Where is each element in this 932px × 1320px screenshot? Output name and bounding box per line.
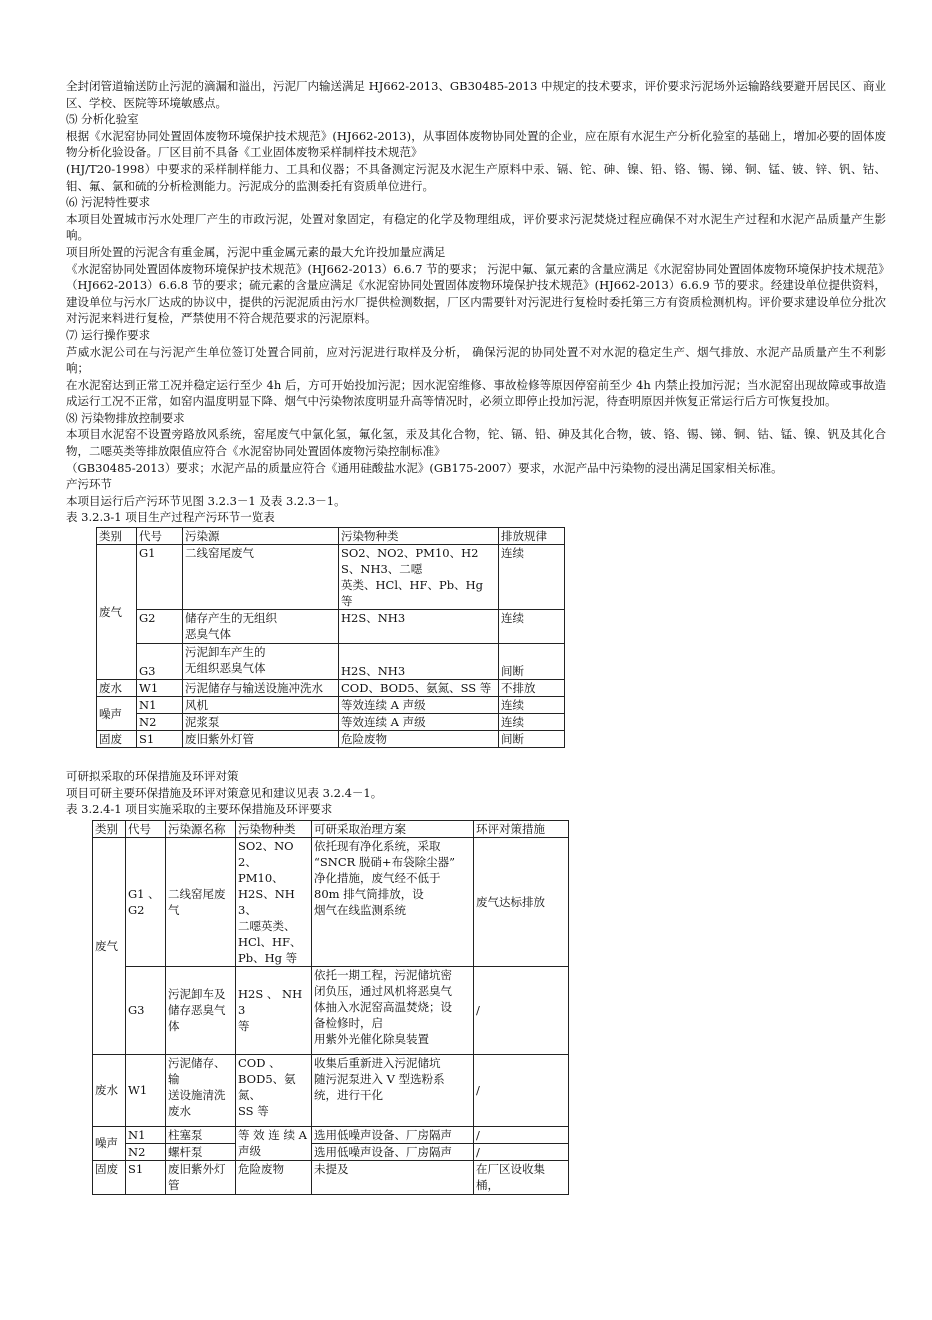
paragraph: (HJ/T20-1998）中要求的采样制样能力、工具和仪器；不具备测定污泥及水泥生产原料中汞、镉、铊、砷、镍、铅、铬、锡、锑、铜、锰、铍、锌、钒、钴、钼、氟、氯和硫的分析检测能力。污泥成分的监测委托有资质单位进行。: [66, 161, 886, 193]
rule-cell: 不排放: [499, 680, 565, 697]
section-heading: ⑺ 运行操作要求: [66, 327, 151, 342]
header-cell: 污染物种类: [339, 528, 499, 545]
code-cell: S1: [126, 1160, 166, 1194]
source-cell: 二线窑尾废 气: [166, 837, 236, 966]
paragraph: 本项目水泥窑不设置旁路放风系统，窑尾废气中氯化氢，氟化氢，汞及其化合物，铊、镉、铅、砷及其化合物，铍、铬、锡、锑、铜、钴、锰、镍、钒及其化合物，二噁英类等排放限值应符合《水泥窑协同处置固体废物污染控制标准》: [66, 427, 886, 459]
header-cell: 代号: [126, 820, 166, 837]
rule-cell: 连续: [499, 610, 565, 644]
table-row: [93, 1143, 569, 1160]
measure-cell: /: [474, 1054, 569, 1126]
source-cell: 废旧紫外灯管: [183, 731, 339, 748]
paragraph: （HJ662-2013）6.6.8 节的要求；硫元素的含量应满足《水泥窑协同处置固体废物环境保护技术规范》(HJ662-2013）6.6.9 节的要求。经建设单位提供资料， 建设单位与污水厂达成的协议中，提供的污泥泥质由污水厂提供检测数据，厂区内需要针对污泥进行复检时委托第三方有资质检测机构。评价要求建设单位分批次对污泥来料进行复检，严禁使用不符合规范要求的污泥原料。: [66, 278, 886, 326]
measure-cell: /: [474, 1126, 569, 1143]
header-cell: 排放规律: [499, 528, 565, 545]
source-cell: 风机: [183, 697, 339, 714]
pollutant-cell: 等效连续 A 声级: [339, 697, 499, 714]
code-cell: N1: [126, 1126, 166, 1143]
measure-cell: /: [474, 966, 569, 1054]
table-row: [93, 837, 569, 966]
environmental-measures-table: [92, 820, 569, 1195]
category-cell: 废气: [93, 837, 126, 1054]
pollutant-cell: H2S 、 NH3 等: [236, 966, 312, 1054]
plan-cell: 选用低噪声设备、厂房隔声: [312, 1143, 474, 1160]
header-cell: 环评对策措施: [474, 820, 569, 837]
category-cell: 废水: [97, 680, 137, 697]
paragraph: 项目可研主要环保措施及环评对策意见和建议见表 3.2.4－1。: [66, 785, 383, 800]
table-row: [97, 610, 565, 644]
category-cell: 固废: [93, 1160, 126, 1194]
table-row: [93, 1126, 569, 1143]
paragraph: 本项目处置城市污水处理厂产生的市政污泥，处置对象固定，有稳定的化学及物理组成，评价要求污泥焚烧过程应确保不对水泥生产过程和水泥产品质量产生影响。: [66, 211, 886, 243]
pollutant-cell: 等 效 连 续 A 声级: [236, 1126, 312, 1160]
paragraph: 《水泥窑协同处置固体废物环境保护技术规范》(HJ662-2013）6.6.7 节的要求； 污泥中氟、氯元素的含量应满足《水泥窑协同处置固体废物环境保护技术规范》: [66, 261, 890, 276]
pollution-source-table: [96, 527, 565, 748]
category-cell: 废水: [93, 1054, 126, 1126]
plan-cell: 依托一期工程，污泥储坑密 闭负压，通过风机将恶臭气 体抽入水泥窑高温焚烧；设 备检修时，启 用紫外光催化除臭装置: [312, 966, 474, 1054]
category-cell: 固废: [97, 731, 137, 748]
source-cell: 柱塞泵: [166, 1126, 236, 1143]
section-heading: ⑻ 污染物排放控制要求: [66, 410, 185, 425]
paragraph: 项目所处置的污泥含有重金属，污泥中重金属元素的最大允许投加量应满足: [66, 244, 446, 259]
measure-cell: 在厂区设收集 桶，: [474, 1160, 569, 1194]
paragraph: 全封闭管道输送防止污泥的滴漏和溢出，污泥厂内输送满足 HJ662-2013、GB30485-2013 中规定的技术要求，评价要求污泥场外运输路线要避开居民区、商业区、学校、医院等环境敏感点。: [66, 79, 886, 110]
code-cell: S1: [137, 731, 183, 748]
pollutant-cell: SO2、NO2、PM10、H2S、NH3、二噁 英类、HCl、HF、Pb、Hg 等: [339, 545, 499, 610]
header-cell: 污染源: [183, 528, 339, 545]
table-row: [97, 680, 565, 697]
source-cell: 废旧紫外灯 管: [166, 1160, 236, 1194]
source-cell: 污泥卸车产生的 无组织恶臭气体: [183, 644, 339, 680]
source-cell: 污泥储存与输送设施冲洗水: [183, 680, 339, 697]
category-cell: 噪声: [97, 697, 137, 731]
category-cell: 废气: [97, 545, 137, 680]
rule-cell: 连续: [499, 714, 565, 731]
paragraph: 在水泥窑达到正常工况并稳定运行至少 4h 后，方可开始投加污泥；因水泥窑维修、事故检修等原因停窑前至少 4h 内禁止投加污泥；当水泥窑出现故障或事故造成运行工况不正常，如窑内温度明显下降、烟气中污染物浓度明显升高等情况时，必须立即停止投加污泥，待查明原因并恢复正常运行后方可恢复投加。: [66, 377, 886, 409]
table-row: [97, 714, 565, 731]
table-row: [93, 1054, 569, 1126]
plan-cell: 依托现有净化系统，采取 “SNCR 脱硝+布袋除尘器” 净化措施，废气经不低于 80m 排气筒排放，设 烟气在线监测系统: [312, 837, 474, 966]
header-cell: 类别: [97, 528, 137, 545]
table-header-row: [97, 528, 565, 545]
pollutant-cell: COD 、 BOD5、氨氮、 SS 等: [236, 1054, 312, 1126]
source-cell: 泥浆泵: [183, 714, 339, 731]
source-cell: 储存产生的无组织 恶臭气体: [183, 610, 339, 644]
rule-cell: 间断: [499, 731, 565, 748]
header-cell: 可研采取治理方案: [312, 820, 474, 837]
rule-cell: 连续: [499, 697, 565, 714]
paragraph: （GB30485-2013）要求；水泥产品的质量应符合《通用硅酸盐水泥》(GB175-2007）要求，水泥产品中污染物的浸出满足国家相关标准。: [66, 460, 783, 475]
rule-cell: 连续: [499, 545, 565, 610]
plan-cell: 未提及: [312, 1160, 474, 1194]
pollutant-cell: H2S、NH3: [339, 610, 499, 644]
code-cell: W1: [137, 680, 183, 697]
document-page: [66, 78, 890, 1195]
paragraph: 芦威水泥公司在与污泥产生单位签订处置合同前，应对污泥进行取样及分析， 确保污泥的协同处置不对水泥的稳定生产、烟气排放、水泥产品质量产生不利影 响；: [66, 344, 886, 376]
code-cell: W1: [126, 1054, 166, 1126]
paragraph: 根据《水泥窑协同处置固体废物环境保护技术规范》(HJ662-2013)，从事固体废物协同处置的企业，应在原有水泥生产分析化验室的基础上，增加必要的固体废物分析化验设备。厂区目前不具备《工业固体废物采样制样技术规范》: [66, 128, 886, 160]
table-row: [97, 697, 565, 714]
code-cell: N2: [126, 1143, 166, 1160]
table-row: [97, 545, 565, 610]
pollutant-cell: 危险废物: [339, 731, 499, 748]
source-cell: 螺杆泵: [166, 1143, 236, 1160]
measure-cell: /: [474, 1143, 569, 1160]
section-heading: ⑹ 污泥特性要求: [66, 195, 151, 210]
code-cell: G1 、 G2: [126, 837, 166, 966]
rule-cell: 间断: [499, 644, 565, 680]
code-cell: G3: [137, 644, 183, 680]
plan-cell: 选用低噪声设备、厂房隔声: [312, 1126, 474, 1143]
code-cell: G2: [137, 610, 183, 644]
section-heading: ⑸ 分析化验室: [66, 112, 139, 127]
header-cell: 代号: [137, 528, 183, 545]
pollutant-cell: 危险废物: [236, 1160, 312, 1194]
code-cell: N1: [137, 697, 183, 714]
table-row: [93, 966, 569, 1054]
table-row: [93, 1160, 569, 1194]
code-cell: G1: [137, 545, 183, 610]
source-cell: 二线窑尾废气: [183, 545, 339, 610]
header-cell: 污染源名称: [166, 820, 236, 837]
category-cell: 噪声: [93, 1126, 126, 1160]
table-row: [97, 731, 565, 748]
paragraph: 本项目运行后产污环节见图 3.2.3－1 及表 3.2.3－1。: [66, 493, 346, 508]
pollutant-cell: H2S、NH3: [339, 644, 499, 680]
header-cell: 类别: [93, 820, 126, 837]
section-heading: 可研拟采取的环保措施及环评对策: [66, 769, 239, 784]
measure-cell: 废气达标排放: [474, 837, 569, 966]
pollutant-cell: COD、BOD5、氨氮、SS 等: [339, 680, 499, 697]
pollutant-cell: SO2、NO2、 PM10、 H2S、NH3、 二噁英类、 HCl、HF、 Pb、Hg 等: [236, 837, 312, 966]
pollutant-cell: 等效连续 A 声级: [339, 714, 499, 731]
source-cell: 污泥储存、 输 送设施清洗 废水: [166, 1054, 236, 1126]
table-caption: 表 3.2.3-1 项目生产过程产污环节一览表: [66, 510, 275, 525]
table-caption: 表 3.2.4-1 项目实施采取的主要环保措施及环评要求: [66, 802, 333, 817]
table-header-row: [93, 820, 569, 837]
table-row: [97, 644, 565, 680]
code-cell: G3: [126, 966, 166, 1054]
source-cell: 污泥卸车及 储存恶臭气 体: [166, 966, 236, 1054]
plan-cell: 收集后重新进入污泥储坑 随污泥泵进入 V 型选粉系 统，进行干化: [312, 1054, 474, 1126]
header-cell: 污染物种类: [236, 820, 312, 837]
code-cell: N2: [137, 714, 183, 731]
section-heading: 产污环节: [66, 477, 112, 492]
